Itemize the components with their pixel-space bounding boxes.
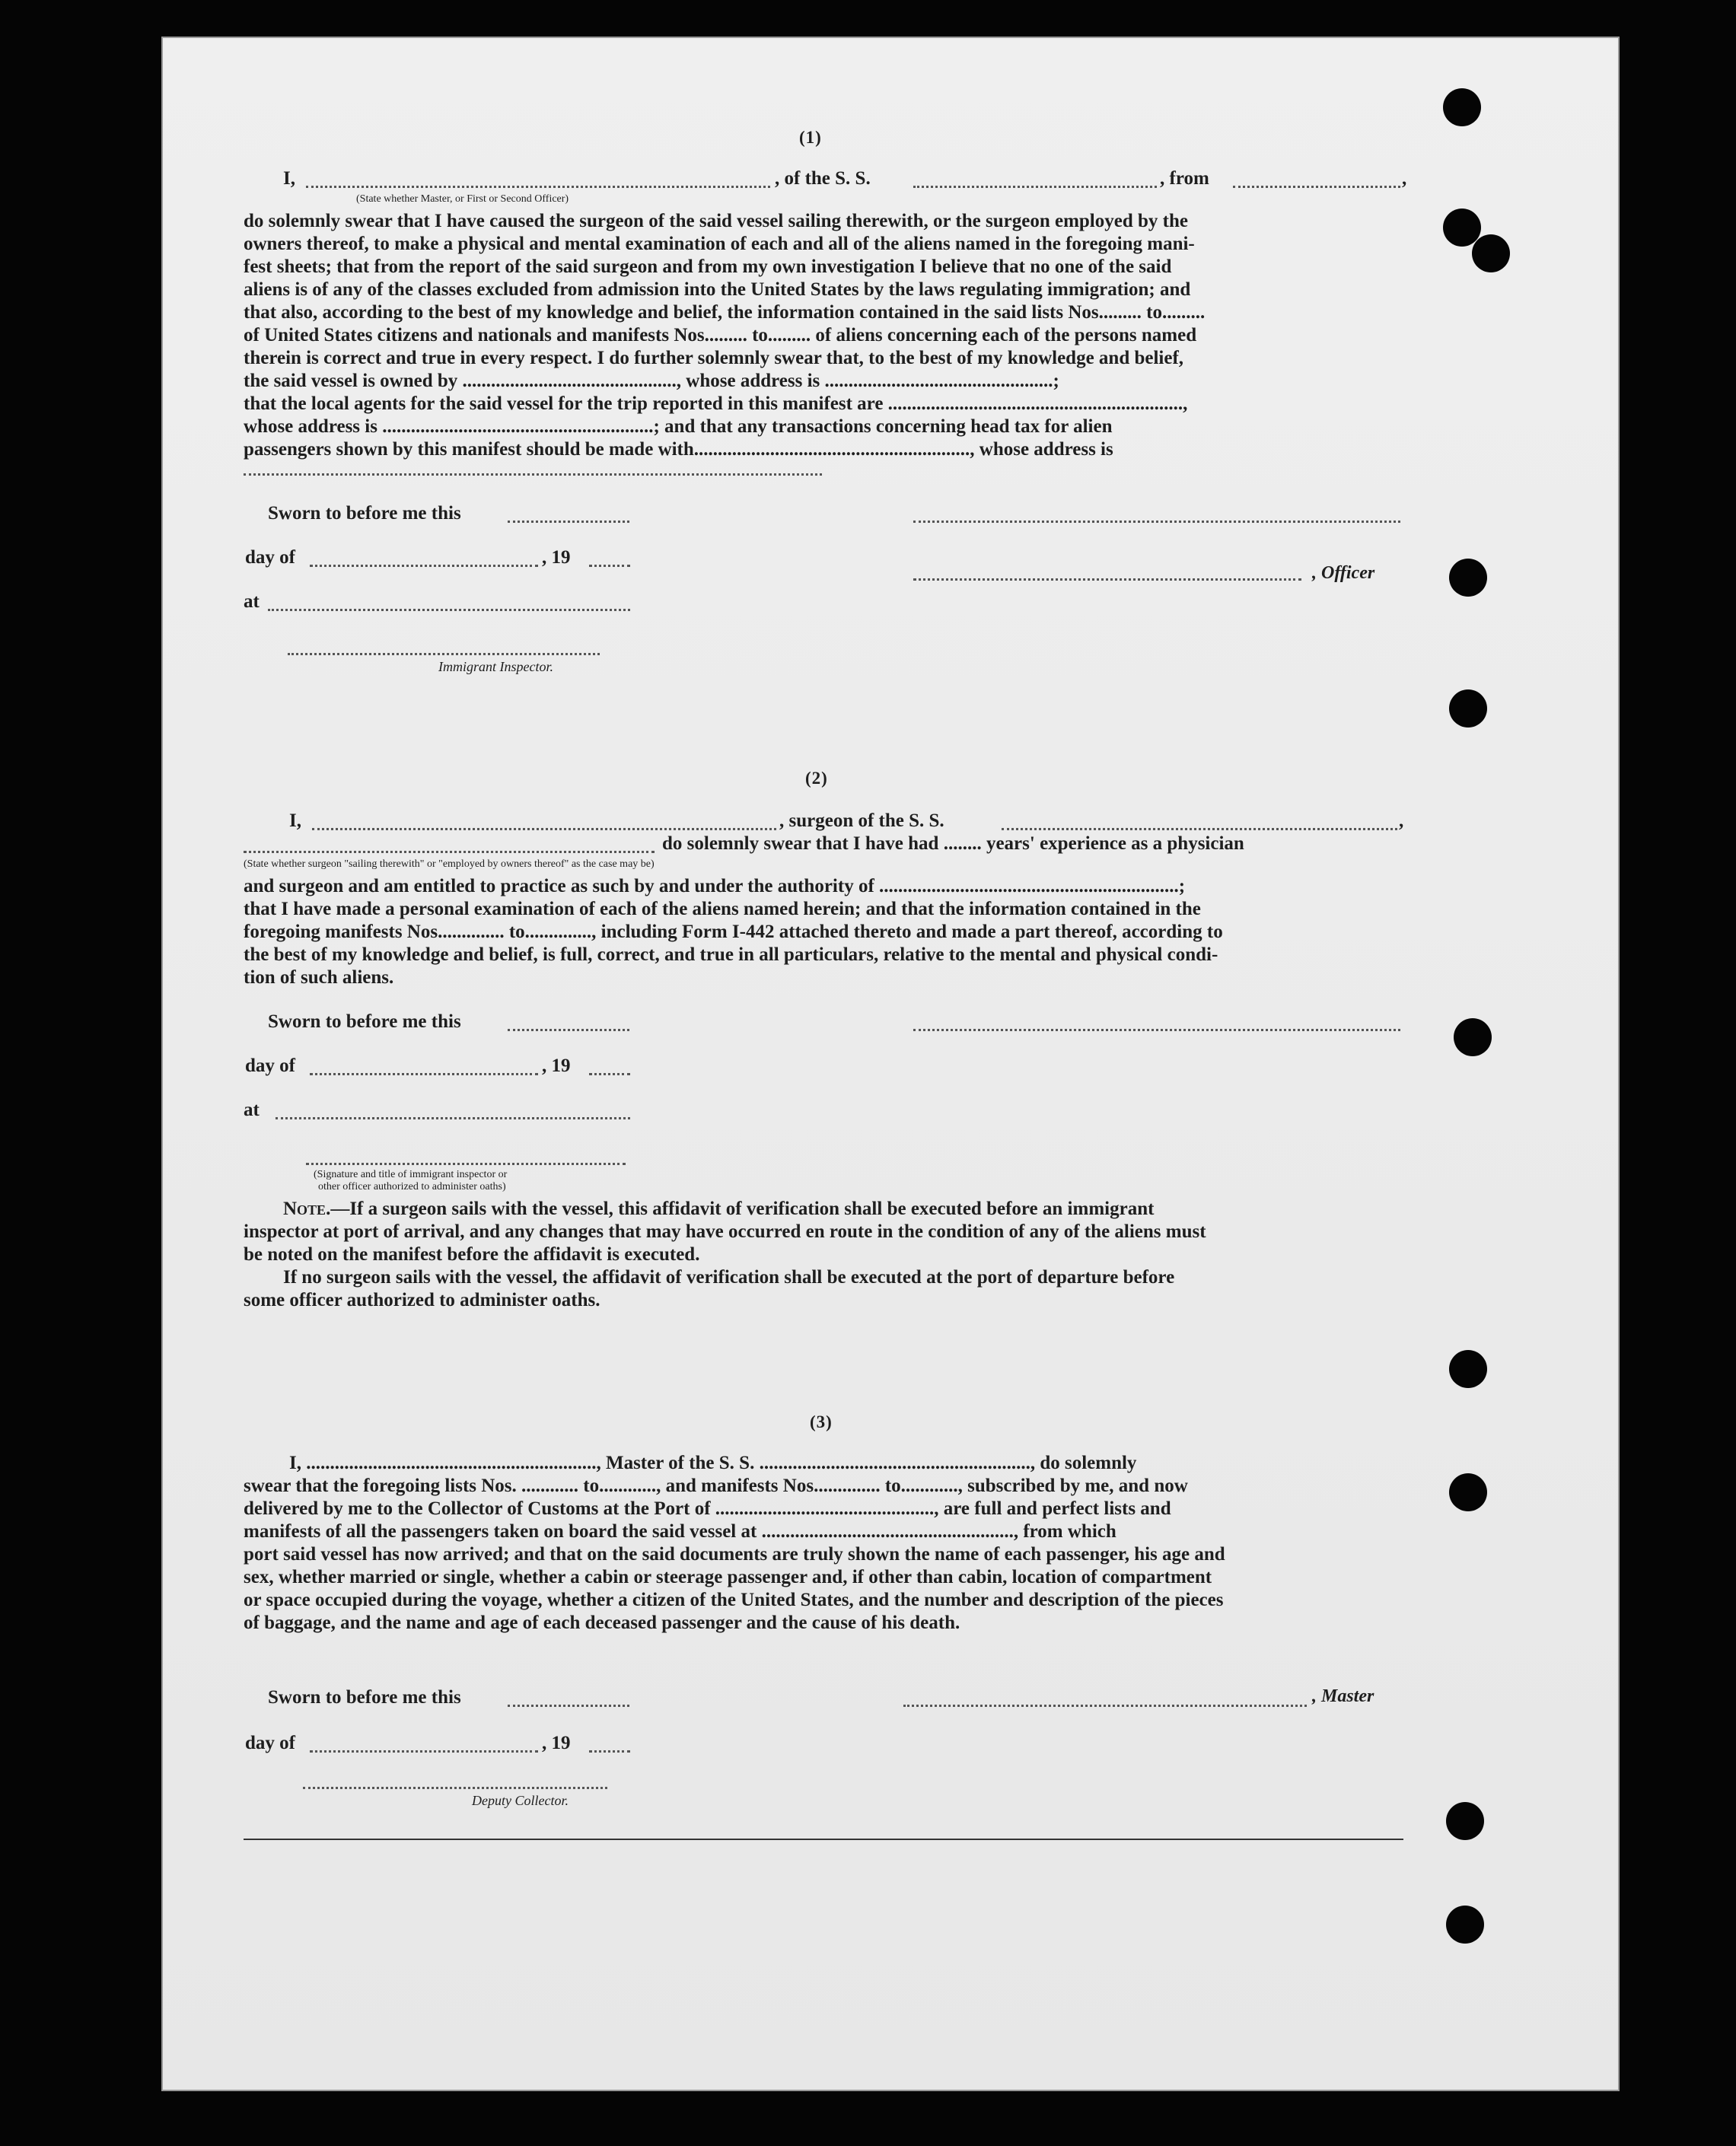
punch-hole	[1454, 1018, 1492, 1056]
section-3-text-line: I, ............................................................., Master of the S. S. ........................................................., do solemnly	[289, 1453, 1137, 1473]
note-text-line: be noted on the manifest before the affidavit is executed.	[244, 1244, 700, 1265]
section-1-year: , 19	[542, 547, 571, 568]
section-3-day-field[interactable]	[310, 1750, 538, 1753]
section-3-text-line: or space occupied during the voyage, whether a citizen of the United States, and the number and description of the pieces	[244, 1590, 1224, 1610]
section-2-at-field[interactable]	[276, 1117, 630, 1119]
section-2-caption: (State whether surgeon "sailing therewith" or "employed by owners thereof" as the case may be)	[244, 858, 655, 870]
section-2-line-1-start: I,	[289, 810, 301, 831]
master-label: , Master	[1312, 1686, 1374, 1706]
punch-hole	[1446, 1802, 1484, 1840]
section-3-day-of: day of	[245, 1733, 295, 1753]
immigrant-inspector-label: Immigrant Inspector.	[438, 659, 553, 674]
section-1-text-line: aliens is of any of the classes excluded from admission into the United States by the laws regulating immigration; and	[244, 279, 1191, 300]
section-3-sworn-date-field[interactable]	[508, 1705, 629, 1707]
officer-title-field[interactable]	[913, 578, 1301, 581]
section-3-sworn: Sworn to before me this	[268, 1687, 461, 1708]
section-1-text-line: that also, according to the best of my knowledge and belief, the information contained in the said lists Nos......... to.........	[244, 302, 1206, 323]
officer-signature-field[interactable]	[913, 521, 1400, 523]
section-2-text-line: that I have made a personal examination of each of the aliens named herein; and that the information contained in the	[244, 899, 1201, 919]
section-2-number: (2)	[805, 769, 828, 788]
section-3-text-line: sex, whether married or single, whether a cabin or steerage passenger and, if other than cabin, location of compartment	[244, 1567, 1212, 1587]
section-1-sworn: Sworn to before me this	[268, 503, 461, 524]
manifest-page	[161, 37, 1620, 2091]
section-1-at-field[interactable]	[268, 609, 630, 611]
section-3-text-line: of baggage, and the name and age of each deceased passenger and the cause of his death.	[244, 1613, 960, 1633]
head-tax-address-field[interactable]	[244, 473, 822, 476]
note-text-line: some officer authorized to administer oaths.	[244, 1290, 600, 1310]
section-1-text-line: fest sheets; that from the report of the said surgeon and from my own investigation I believe that no one of the said	[244, 256, 1172, 277]
section-2-sworn-date-field[interactable]	[508, 1029, 629, 1031]
authorized-officer-signature-field[interactable]	[306, 1163, 626, 1165]
master-signature-field[interactable]	[903, 1705, 1307, 1707]
section-1-number: (1)	[799, 128, 822, 147]
note-label: Note.	[283, 1199, 331, 1219]
section-2-day-field[interactable]	[310, 1073, 538, 1075]
note-paragraph	[244, 1198, 1516, 1312]
punch-hole	[1449, 689, 1487, 728]
note-text-line: inspector at port of arrival, and any changes that may have occurred en route in the condition of any of the aliens must	[244, 1221, 1206, 1242]
punch-hole	[1443, 88, 1481, 126]
section-2-sworn: Sworn to before me this	[268, 1011, 461, 1032]
section-1-day-field[interactable]	[310, 565, 538, 567]
section-2-year-field[interactable]	[589, 1073, 630, 1075]
immigrant-inspector-signature-field[interactable]	[288, 653, 600, 655]
note-line-1	[244, 1198, 1516, 1221]
section-1-at: at	[244, 591, 260, 612]
section-1-text-line: owners thereof, to make a physical and mental examination of each and all of the aliens named in the foregoing mani-	[244, 234, 1195, 254]
signature-caption-line-2: other officer authorized to administer oaths)	[318, 1181, 506, 1192]
section-1-text-line: the said vessel is owned by ............................................., whose address is ................................................;	[244, 371, 1059, 391]
section-1-text-line: of United States citizens and nationals and manifests Nos......... to......... of aliens concerning each of the persons named	[244, 325, 1197, 345]
section-2-day-of: day of	[245, 1055, 295, 1076]
section-3-text-line: swear that the foregoing lists Nos. ............ to............, and manifests Nos.............. to............, subscribed by me, and now	[244, 1476, 1188, 1496]
section-1-line-1-start: I,	[283, 168, 295, 189]
section-1-text-line: whose address is .........................................................; and that any transactions concerning head tax for alien	[244, 416, 1113, 437]
section-3-year-field[interactable]	[589, 1750, 630, 1753]
section-1-text-line: passengers shown by this manifest should be made with.........................................................., whose address is	[244, 439, 1113, 460]
section-1-year-field[interactable]	[589, 565, 630, 567]
officer-label: , Officer	[1312, 563, 1375, 583]
section-1-line-1-from: , from	[1160, 168, 1209, 189]
section-2-line-2: do solemnly swear that I have had ........ years' experience as a physician	[662, 833, 1244, 854]
section-2-paragraph	[244, 875, 1516, 989]
section-1-paragraph	[244, 210, 1516, 461]
section-2-text-line: foregoing manifests Nos.............. to.............., including Form I-442 attached thereto and made a part thereof, according to	[244, 922, 1223, 942]
section-2-text-line: the best of my knowledge and belief, is full, correct, and true in all particulars, relative to the mental and physical condi-	[244, 944, 1218, 965]
note-text-line: If no surgeon sails with the vessel, the affidavit of verification shall be executed at the port of departure before	[283, 1267, 1175, 1288]
section-3-text-line: manifests of all the passengers taken on board the said vessel at ....................................................., from which	[244, 1521, 1116, 1542]
section-1-line-1-ss: , of the S. S.	[775, 168, 871, 189]
punch-hole	[1449, 1350, 1487, 1388]
section-1-text-line: therein is correct and true in every respect. I do further solemnly swear that, to the best of my knowledge and belief,	[244, 348, 1184, 368]
section-3-year: , 19	[542, 1733, 571, 1753]
section-2-right-signature-field[interactable]	[913, 1029, 1400, 1031]
surgeon-name-field[interactable]	[312, 828, 776, 830]
port-from-field[interactable]	[1233, 186, 1400, 188]
surgeon-status-field[interactable]	[244, 851, 655, 853]
section-3-paragraph	[244, 1452, 1516, 1635]
section-2-year: , 19	[542, 1055, 571, 1076]
deputy-collector-signature-field[interactable]	[303, 1787, 607, 1789]
section-1-caption: (State whether Master, or First or Second Officer)	[356, 193, 569, 205]
section-1-line-1-end: ,	[1402, 168, 1407, 189]
section-2-line-1-mid: , surgeon of the S. S.	[779, 810, 944, 831]
master-name-field[interactable]	[306, 186, 770, 188]
deputy-collector-label: Deputy Collector.	[472, 1793, 569, 1808]
punch-hole	[1449, 559, 1487, 597]
section-1-sworn-date-field[interactable]	[508, 521, 629, 523]
section-2-at: at	[244, 1100, 260, 1120]
surgeon-ship-field[interactable]	[1002, 828, 1397, 830]
section-1-text-line: do solemnly swear that I have caused the surgeon of the said vessel sailing therewith, or the surgeon employed by the	[244, 211, 1188, 231]
section-2-line-1-end: ,	[1399, 810, 1404, 831]
section-1-day-of: day of	[245, 547, 295, 568]
section-2-text-line: tion of such aliens.	[244, 967, 394, 988]
section-2-text-line: and surgeon and am entitled to practice as such by and under the authority of ...............................................................;	[244, 876, 1186, 896]
note-text: —If a surgeon sails with the vessel, this affidavit of verification shall be executed before an immigrant	[330, 1199, 1155, 1219]
section-3-text-line: port said vessel has now arrived; and that on the said documents are truly shown the name of each passenger, his age and	[244, 1544, 1225, 1565]
bottom-rule	[244, 1839, 1403, 1840]
section-1-text-line: that the local agents for the said vessel for the trip reported in this manifest are ..............................................................,	[244, 393, 1188, 414]
section-3-number: (3)	[810, 1412, 833, 1431]
punch-hole	[1446, 1906, 1484, 1944]
ship-name-field[interactable]	[913, 186, 1157, 188]
section-3-text-line: delivered by me to the Collector of Customs at the Port of .............................................., are full and perfect lists and	[244, 1498, 1171, 1519]
signature-caption-line-1: (Signature and title of immigrant inspector or	[314, 1169, 508, 1180]
